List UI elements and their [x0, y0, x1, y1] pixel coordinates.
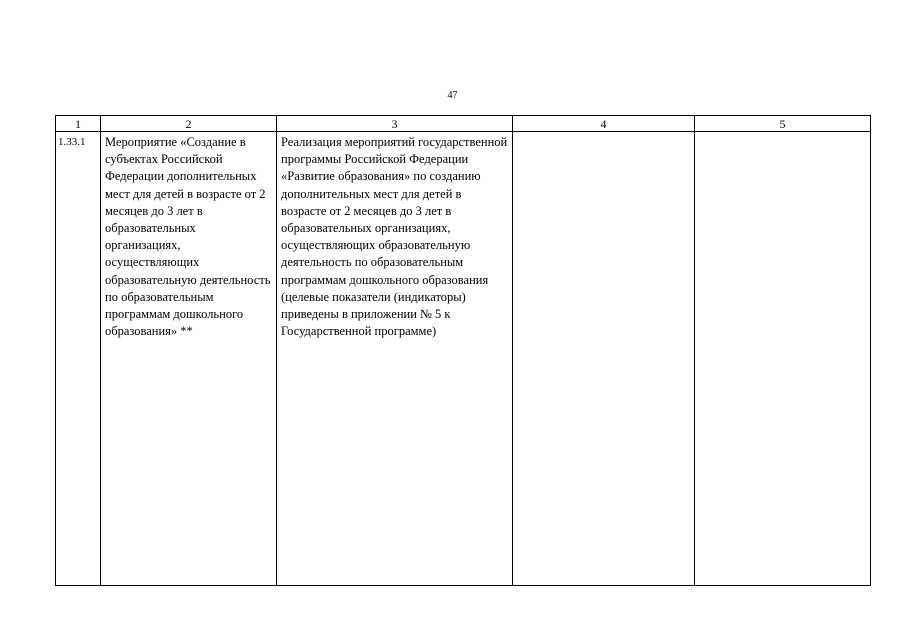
column-header-4: 4 — [513, 116, 695, 132]
table-row — [56, 132, 871, 586]
event-name-cell — [101, 132, 277, 586]
row-number-cell — [56, 132, 101, 586]
event-description-cell — [277, 132, 513, 586]
column-header-5: 5 — [695, 116, 871, 132]
page-number: 47 — [447, 90, 458, 101]
event-description-text: Реализация мероприятий государственной программы Российской Федерации «Развитие образования» по созданию дополнительных мест для детей в возрасте от 2 месяцев до 3 лет в образовательных организациях, осуществляющих образовательную деятельность по образовательным программам дошкольного образования (целевые показатели (индикаторы) приведены в приложении № 5 к Государственной программе) — [281, 135, 508, 339]
column-header-3: 3 — [277, 116, 513, 132]
column-4-cell — [513, 132, 695, 586]
document-table — [55, 115, 871, 586]
event-name-text: Мероприятие «Создание в субъектах Российской Федерации дополнительных мест для детей в возрасте от 2 месяцев до 3 лет в образовательных организациях, осуществляющих образовательную деятельность по образовательным программам дошкольного образования» ** — [105, 135, 271, 339]
column-header-1: 1 — [56, 116, 101, 132]
row-number: 1.33.1 — [58, 136, 86, 148]
table-header-row — [56, 116, 871, 132]
column-header-2: 2 — [101, 116, 277, 132]
column-5-cell — [695, 132, 871, 586]
